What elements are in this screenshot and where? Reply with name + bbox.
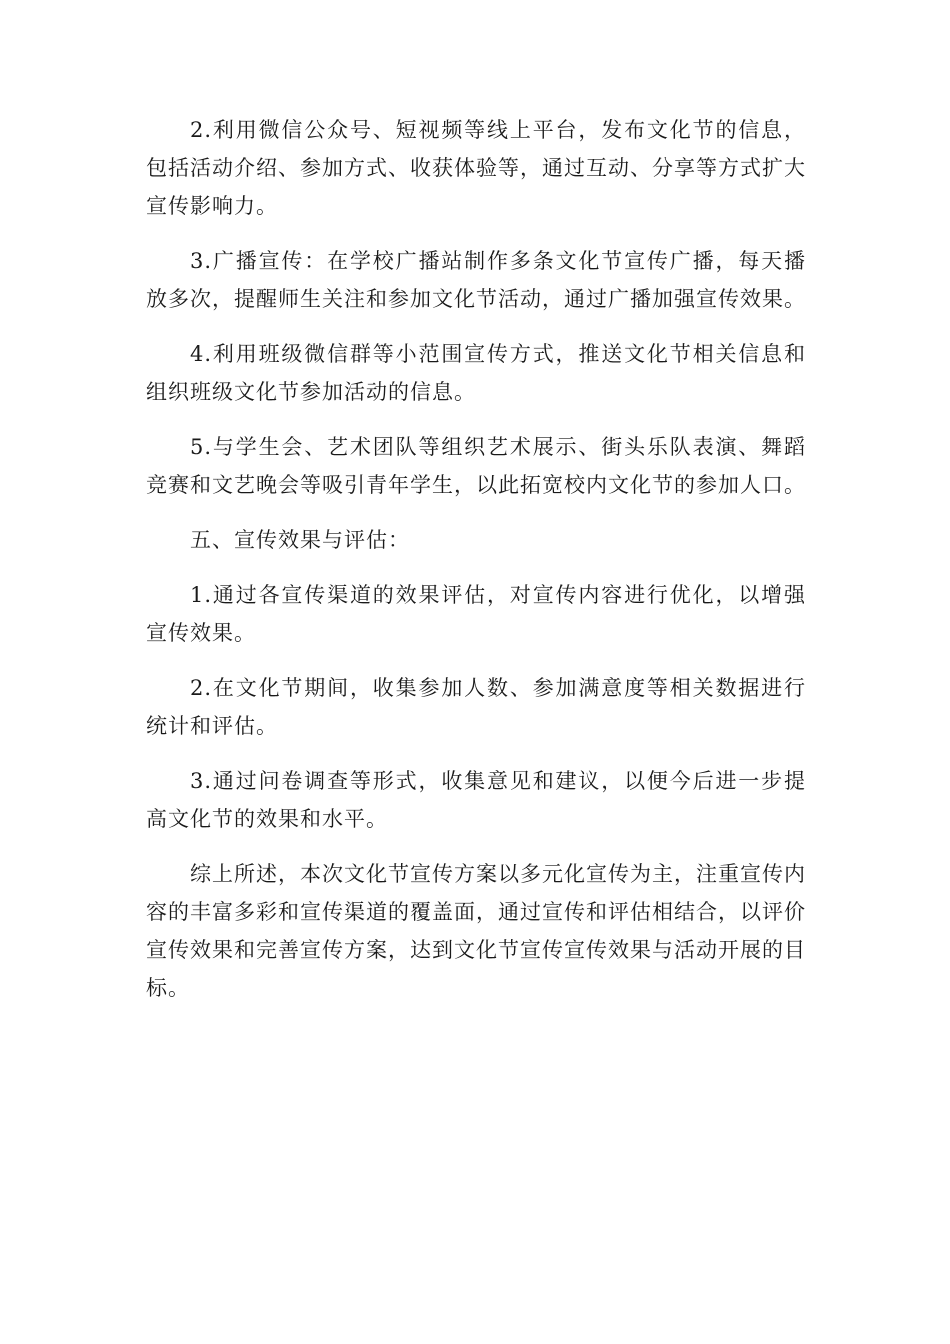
document-page [146, 111, 806, 1024]
paragraph-survey: 3.通过问卷调查等形式，收集意见和建议，以便今后进一步提高文化节的效果和水平。 [146, 769, 806, 831]
paragraph-channel-evaluation: 1.通过各宣传渠道的效果评估，对宣传内容进行优化，以增强宣传效果。 [146, 583, 806, 645]
paragraph-summary: 综上所述，本次文化节宣传方案以多元化宣传为主，注重宣传内容的丰富多彩和宣传渠道的覆盖面，通过宣传和评估相结合，以评价宣传效果和完善宣传方案，达到文化节宣传宣传效果与活动开展的目标。 [146, 862, 806, 1000]
paragraph-class-wechat: 4.利用班级微信群等小范围宣传方式，推送文化节相关信息和组织班级文化节参加活动的信息。 [146, 342, 806, 404]
paragraph-broadcast: 3.广播宣传：在学校广播站制作多条文化节宣传广播，每天播放多次，提醒师生关注和参加文化节活动，通过广播加强宣传效果。 [146, 249, 806, 311]
section-heading-evaluation: 五、宣传效果与评估： [190, 528, 410, 552]
paragraph-online-platforms: 2.利用微信公众号、短视频等线上平台，发布文化节的信息，包括活动介绍、参加方式、收获体验等，通过互动、分享等方式扩大宣传影响力。 [146, 118, 806, 218]
paragraph-data-collection: 2.在文化节期间，收集参加人数、参加满意度等相关数据进行统计和评估。 [146, 676, 806, 738]
paragraph-student-union: 5.与学生会、艺术团队等组织艺术展示、街头乐队表演、舞蹈竞赛和文艺晚会等吸引青年学生，以此拓宽校内文化节的参加人口。 [146, 435, 806, 497]
